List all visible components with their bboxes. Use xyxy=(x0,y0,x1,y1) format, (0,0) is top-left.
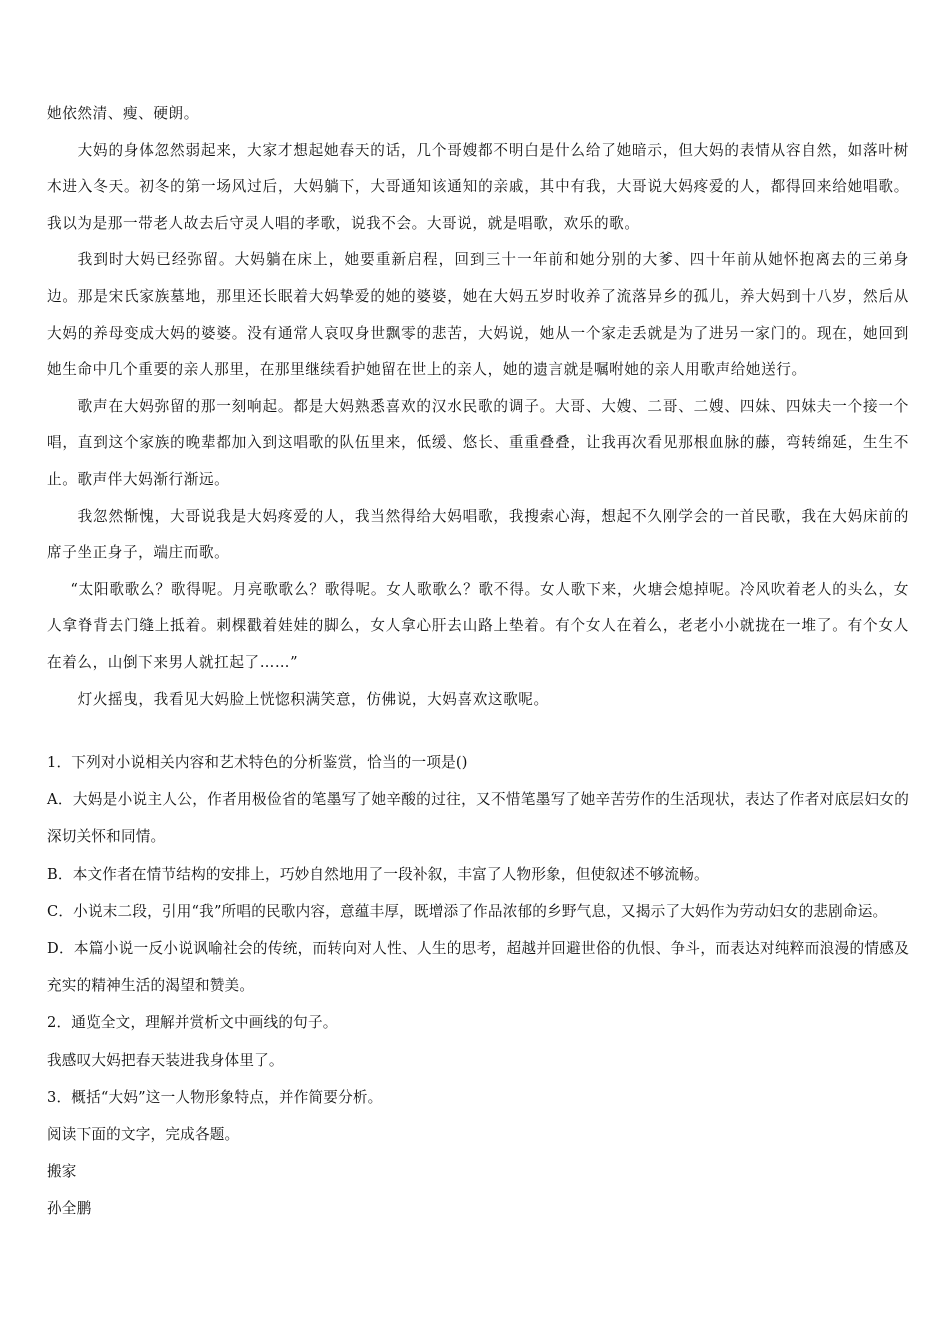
story-paragraph: 我到时大妈已经弥留。大妈躺在床上，她要重新启程，回到三十一年前和她分别的大爹、四十年前从她怀抱离去的三弟身边。那是宋氏家族墓地，那里还长眠着大妈挚爱的她的婆婆，她在大妈五岁时收养了流落异乡的孤儿，养大妈到十八岁，然后从大妈的养母变成大妈的婆婆。没有通常人哀叹身世飘零的悲苦，大妈说，她从一个家走丢就是为了进另一家门的。现在，她回到她生命中几个重要的亲人那里，在那里继续看护她留在世上的亲人，她的遗言就是嘱咐她的亲人用歌声给她送行。 xyxy=(47,251,909,379)
reading-instruction: 阅读下面的文字，完成各题。 xyxy=(47,1126,240,1144)
question-1-option-b: B．本文作者在情节结构的安排上，巧妙自然地用了一段补叙，丰富了人物形象，但使叙述不够流畅。 xyxy=(47,865,709,883)
story-passage xyxy=(47,96,909,718)
next-passage-author: 孙全鹏 xyxy=(47,1200,92,1218)
story-song-paragraph: “太阳歌歌么？歌得呢。月亮歌歌么？歌得呢。女人歌歌么？歌不得。女人歌下来，火塘会熄掉呢。冷风吹着老人的头么，女人拿脊背去门缝上抵着。刺棵戳着娃娃的脚么，女人拿心肝去山路上垫着。有个女人在着么，老老小小就拢在一堆了。有个女人在着么，山倒下来男人就扛起了……” xyxy=(47,580,909,671)
question-2-stem: 2．通览全文，理解并赏析文中画线的句子。 xyxy=(47,1014,338,1032)
question-2-sentence: 我感叹大妈把春天装进我身体里了。 xyxy=(47,1051,284,1069)
story-paragraph: 歌声在大妈弥留的那一刻响起。都是大妈熟悉喜欢的汉水民歌的调子。大哥、大嫂、二哥、二嫂、四妹、四妹夫一个接一个唱，直到这个家族的晚辈都加入到这唱歌的队伍里来，低缓、悠长、重重叠叠，让我再次看见那根血脉的藤，弯转绵延，生生不止。歌声伴大妈渐行渐远。 xyxy=(47,397,909,488)
question-3-stem: 3．概括“大妈”这一人物形象特点，并作简要分析。 xyxy=(47,1088,383,1106)
question-1-option-d: D．本篇小说一反小说讽喻社会的传统，而转向对人性、人生的思考，超越并回避世俗的仇恨、争斗，而表达对纯粹而浪漫的情感及充实的精神生活的渴望和赞美。 xyxy=(47,940,909,995)
question-1-option-a: A．大妈是小说主人公，作者用极俭省的笔墨写了她辛酸的过往，又不惜笔墨写了她辛苦劳作的生活现状，表达了作者对底层妇女的深切关怀和同情。 xyxy=(47,791,909,846)
story-paragraph: 大妈的身体忽然弱起来，大家才想起她春天的话，几个哥嫂都不明白是什么给了她暗示，但大妈的表情从容自然，如落叶树木进入冬天。初冬的第一场风过后，大妈躺下，大哥通知该通知的亲戚，其中有我，大哥说大妈疼爱的人，都得回来给她唱歌。我以为是那一带老人故去后守灵人唱的孝歌，说我不会。大哥说，就是唱歌，欢乐的歌。 xyxy=(47,141,909,232)
question-1-stem: 1．下列对小说相关内容和艺术特色的分析鉴赏，恰当的一项是() xyxy=(47,754,468,771)
story-paragraph: 灯火摇曳，我看见大妈脸上恍惚积满笑意，仿佛说，大妈喜欢这歌呢。 xyxy=(77,690,549,708)
question-section xyxy=(47,744,909,1228)
question-1-option-c: C．小说末二段，引用“我”所唱的民歌内容，意蕴丰厚，既增添了作品浓郁的乡野气息，又揭示了大妈作为劳动妇女的悲剧命运。 xyxy=(47,902,888,920)
next-passage-title: 搬家 xyxy=(47,1163,77,1181)
story-paragraph: 她依然清、瘦、硬朗。 xyxy=(47,105,199,122)
story-paragraph: 我忽然惭愧，大哥说我是大妈疼爱的人，我当然得给大妈唱歌，我搜索心海，想起不久刚学会的一首民歌，我在大妈床前的席子坐正身子，端庄而歌。 xyxy=(47,507,909,562)
